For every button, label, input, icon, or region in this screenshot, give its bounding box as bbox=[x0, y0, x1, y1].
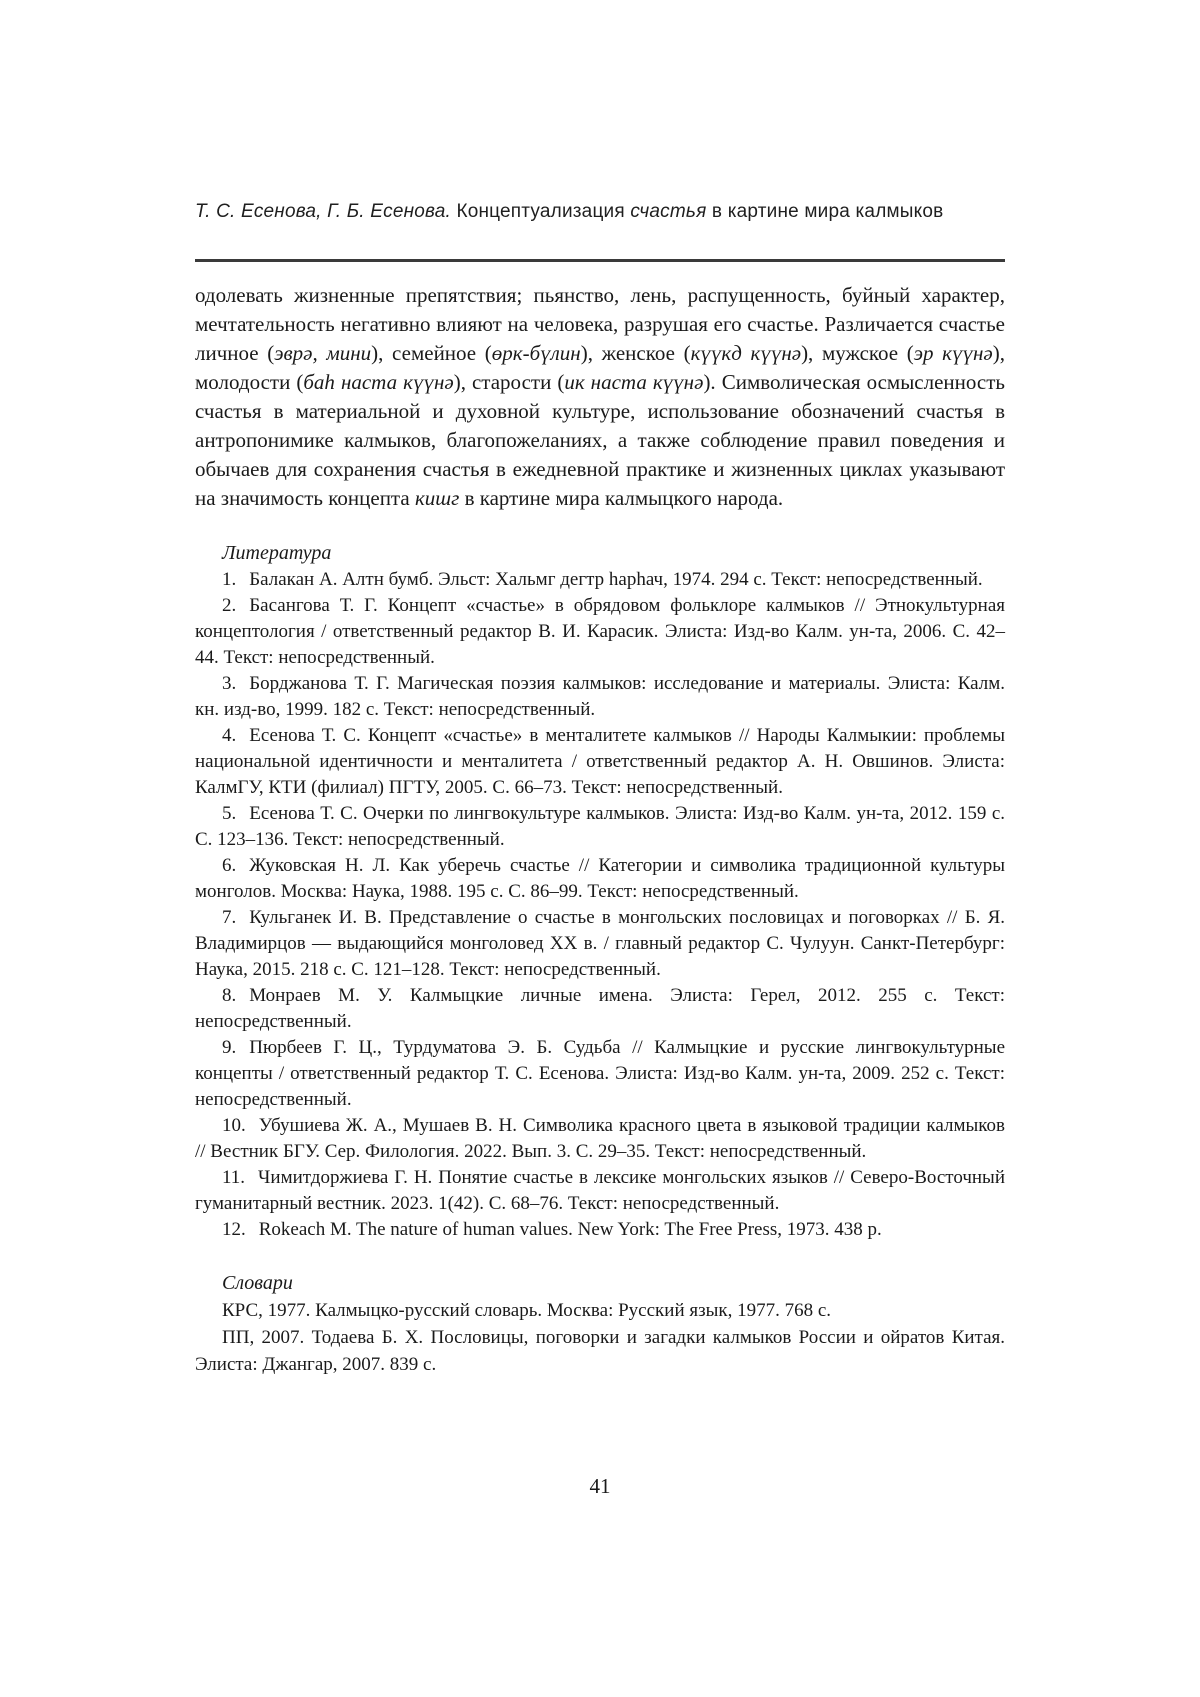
reference-item bbox=[195, 1165, 1005, 1217]
reference-text: Монраев М. У. Калмыцкие личные имена. Элиста: Герел, 2012. 255 с. Текст: непосредственный. bbox=[195, 985, 1005, 1032]
running-head-title-emphasis: счастья bbox=[630, 201, 707, 222]
reference-item bbox=[195, 671, 1005, 723]
dictionary-item: КРС, 1977. Калмыцко-русский словарь. Москва: Русский язык, 1977. 768 с. bbox=[222, 1300, 832, 1321]
reference-item bbox=[195, 1113, 1005, 1165]
reference-item bbox=[195, 593, 1005, 671]
text-column bbox=[195, 200, 1005, 1378]
kalmyk-term: эврә, мини bbox=[274, 341, 372, 365]
paragraph-text: ), молодости ( bbox=[195, 341, 1005, 394]
kalmyk-term: кишг bbox=[414, 486, 460, 510]
reference-number: 5. bbox=[222, 803, 237, 824]
reference-item bbox=[195, 1217, 1005, 1243]
reference-text: Чимитдоржиева Г. Н. Понятие счастье в лексике монгольских языков // Северо-Восточный гуманитарный вестник. 2023. 1(42). С. 68–76. Текст: непосредственный. bbox=[195, 1167, 1005, 1214]
running-head-authors: Т. С. Есенова, Г. Б. Есенова. bbox=[195, 201, 451, 222]
reference-text: Балакан А. Алтн бумб. Эльст: Хальмг дегтр һарһач, 1974. 294 с. Текст: непосредственный. bbox=[249, 569, 983, 590]
paragraph-text: одолевать жизненные препятствия; пьянство, лень, распущенность, буйный характер, мечтательность негативно влияют на человека, разрушая его счастье. Различается счастье личное ( bbox=[195, 283, 1005, 365]
running-head-title-suffix: в картине мира калмыков bbox=[706, 201, 944, 222]
paragraph-text: ), мужское ( bbox=[801, 341, 914, 365]
reference-item bbox=[195, 905, 1005, 983]
reference-item bbox=[195, 723, 1005, 801]
paragraph-text: ). Символическая осмысленность счастья в материальной и духовной культуре, использование обозначений счастья в антропонимике калмыков, благопожеланиях, а также соблюдение правил поведения и обычаев для сохранения счастья в ежедневной практике и жизненных циклах указывают на значимость концепта bbox=[195, 370, 1006, 510]
page-number: 41 bbox=[589, 1474, 611, 1498]
reference-text: Борджанова Т. Г. Магическая поэзия калмыков: исследование и материалы. Элиста: Калм. кн. изд-во, 1999. 182 с. Текст: непосредственный. bbox=[195, 673, 1005, 720]
dictionaries-heading: Словари bbox=[222, 1272, 293, 1294]
body-paragraph bbox=[195, 281, 1005, 513]
reference-number: 12. bbox=[222, 1219, 246, 1240]
reference-item bbox=[195, 853, 1005, 905]
reference-item bbox=[195, 801, 1005, 853]
reference-number: 1. bbox=[222, 569, 237, 590]
kalmyk-term: ик наста күүнә bbox=[564, 370, 704, 394]
paragraph-text: ), женское ( bbox=[580, 341, 691, 365]
reference-text: Басангова Т. Г. Концепт «счастье» в обрядовом фольклоре калмыков // Этнокультурная концептология / ответственный редактор В. И. Карасик. Элиста: Изд-во Калм. ун-та, 2006. С. 42–44. Текст: непосредственный. bbox=[195, 595, 1005, 668]
reference-number: 11. bbox=[222, 1167, 246, 1188]
reference-text: Жуковская Н. Л. Как уберечь счастье // Категории и символика традиционной культуры монголов. Москва: Наука, 1988. 195 с. С. 86–99. Текст: непосредственный. bbox=[195, 855, 1005, 902]
reference-text: Есенова Т. С. Концепт «счастье» в менталитете калмыков // Народы Калмыкии: проблемы национальной идентичности и менталитета / ответственный редактор А. Н. Овшинов. Элиста: КалмГУ, КТИ (филиал) ПГТУ, 2005. С. 66–73. Текст: непосредственный. bbox=[195, 725, 1005, 798]
reference-number: 3. bbox=[222, 673, 237, 694]
reference-number: 6. bbox=[222, 855, 237, 876]
header-rule bbox=[195, 259, 1005, 262]
reference-text: Убушиева Ж. А., Мушаев В. Н. Символика красного цвета в языковой традиции калмыков // Вестник БГУ. Сер. Филология. 2022. Вып. 3. С. 29–35. Текст: непосредственный. bbox=[195, 1115, 1005, 1162]
kalmyk-term: эр күүнә bbox=[913, 341, 993, 365]
reference-item bbox=[195, 1035, 1005, 1113]
reference-number: 8. bbox=[222, 985, 237, 1006]
paragraph-text: ), старости ( bbox=[453, 370, 565, 394]
reference-text: Кульганек И. В. Представление о счастье в монгольских пословицах и поговорках // Б. Я. Владимирцов — выдающийся монголовед XX в. / главный редактор С. Чулуун. Санкт-Петербург: Наука, 2015. 218 с. С. 121–128. Текст: непосредственный. bbox=[195, 907, 1005, 980]
reference-number: 9. bbox=[222, 1037, 237, 1058]
kalmyk-term: баһ наста күүнә bbox=[303, 370, 454, 394]
kalmyk-term: күүкд күүнә bbox=[690, 341, 802, 365]
paragraph-text: ), семейное ( bbox=[371, 341, 492, 365]
reference-item bbox=[195, 983, 1005, 1035]
reference-number: 10. bbox=[222, 1115, 246, 1136]
reference-number: 4. bbox=[222, 725, 237, 746]
reference-number: 7. bbox=[222, 907, 237, 928]
reference-item bbox=[195, 567, 1005, 593]
reference-text: Rokeach M. The nature of human values. New York: The Free Press, 1973. 438 p. bbox=[258, 1219, 882, 1240]
running-head-title-prefix: Концептуализация bbox=[450, 201, 631, 222]
references-heading: Литература bbox=[222, 542, 332, 564]
dictionary-item: ПП, 2007. Тодаева Б. Х. Пословицы, поговорки и загадки калмыков России и ойратов Китая. Элиста: Джангар, 2007. 839 с. bbox=[195, 1327, 1005, 1375]
paragraph-text: в картине мира калмыцкого народа. bbox=[459, 486, 784, 510]
reference-number: 2. bbox=[222, 595, 237, 616]
running-head bbox=[195, 200, 1005, 223]
reference-text: Есенова Т. С. Очерки по лингвокультуре калмыков. Элиста: Изд-во Калм. ун-та, 2012. 159 с. С. 123–136. Текст: непосредственный. bbox=[195, 803, 1005, 850]
kalmyk-term: өрк-бүлин bbox=[491, 341, 581, 365]
reference-text: Пюрбеев Г. Ц., Турдуматова Э. Б. Судьба // Калмыцкие и русские лингвокультурные концепты / ответственный редактор Т. С. Есенова. Элиста: Изд-во Калм. ун-та, 2009. 252 с. Текст: непосредственный. bbox=[195, 1037, 1005, 1110]
